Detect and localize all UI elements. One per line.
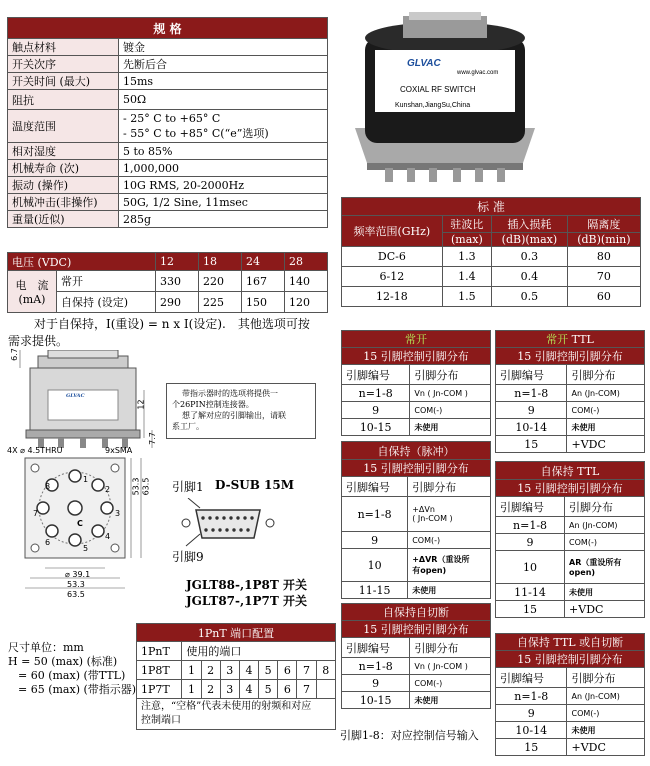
pin-table-normally-open: 常开 15 引脚控制引脚分布 引脚编号 引脚分布 n=1-8 Vn ( Jn-COM ) 9 COM(-) 10-15 未使用 xyxy=(341,330,491,436)
table-row: 12-18 1.5 0.5 60 xyxy=(342,287,641,307)
pin-table-normally-open-ttl: 常开 TTL 15 引脚控制引脚分布 引脚编号 引脚分布 n=1-8 An (Jn-COM) 9 COM(-) 10-14 未使用 15 +VDC xyxy=(495,330,645,453)
table-row: 1P8T 1 2 3 4 5 6 7 8 xyxy=(137,661,336,680)
table-row: 15 +VDC xyxy=(496,436,645,453)
pin-table-latching-ttl: 自保持 TTL 15 引脚控制引脚分布 引脚编号 引脚分布 n=1-8 An (Jn-COM) 9 COM(-) 10 AR（重设所有 open) 11-14 未使用 15 +VDC xyxy=(495,461,645,618)
dim-53-3-b: 53.3 xyxy=(67,580,85,589)
table-row: 9 COM(-) xyxy=(496,534,645,551)
table-row: 9 COM(-) xyxy=(342,402,491,419)
dim-63-5: 63.5 xyxy=(141,477,151,496)
pin-table-latching: 自保持（脉冲） 15 引脚控制引脚分布 引脚编号 引脚分布 n=1-8 +ΔVn ( Jn-COM ) 9 COM(-) 10 +ΔVR（重设所 有open) 11-15 未使用 xyxy=(341,441,491,599)
table-row: 10-15 未使用 xyxy=(342,419,491,436)
dsub-title: D-SUB 15M xyxy=(215,478,295,492)
voltage-note-1: 对于自保持，I(重设) = n x I(设定). 其他选项可按 xyxy=(34,317,310,331)
table-row: 9 COM(-) xyxy=(342,532,491,549)
dim-12: 12 xyxy=(136,399,146,410)
spec-row: 温度范围 - 25° C to +65° C - 55° C to +85° C(“e”选项) xyxy=(8,110,328,143)
dsub-connector-icon xyxy=(178,498,278,548)
top-view-drawing xyxy=(5,446,155,611)
table-row: n=1-8 An (Jn-COM) xyxy=(496,517,645,534)
indicator-note: 带指示器时的选项将提供一 个26PIN控制连接器。 想了解对应的引脚输出，请联 系工厂。 xyxy=(166,383,316,439)
spec-row: 振动 (操作) 10G RMS, 20-2000Hz xyxy=(8,177,328,194)
dsub-model-1: JGLT88-,1P8T 开关 xyxy=(186,578,308,592)
table-row: 10 AR（重设所有 open) xyxy=(496,551,645,584)
side-view-drawing xyxy=(8,350,158,450)
spec-row: 开关次序 先断后合 xyxy=(8,56,328,73)
port-label: 7 xyxy=(33,509,39,518)
spec-table xyxy=(7,17,328,228)
table-row: 9 COM(-) xyxy=(496,705,645,722)
table-row: 10-14 未使用 xyxy=(496,419,645,436)
port-center-label: C xyxy=(77,519,83,528)
table-row: n=1-8 An (Jn-COM) xyxy=(496,688,645,705)
product-name: COXIAL RF SWITCH xyxy=(400,85,476,94)
dim-holes: 4X ⌀ 4.5THRU xyxy=(7,446,63,455)
spec-row: 阻抗 50Ω xyxy=(8,90,328,110)
drawing-brand-logo: GLVAC xyxy=(66,393,85,399)
table-row: n=1-8 Vn ( Jn-COM ) xyxy=(342,385,491,402)
pin-table-latching-self-cut: 自保持自切断 15 引脚控制引脚分布 引脚编号 引脚分布 n=1-8 Vn ( Jn-COM ) 9 COM(-) 10-15 未使用 xyxy=(341,603,491,709)
table-row: 10 +ΔVR（重设所 有open) xyxy=(342,549,491,582)
dim-63-5-b: 63.5 xyxy=(67,590,85,599)
dim-6-7: 6.7 xyxy=(9,348,19,361)
brand-logo: GLVAC xyxy=(407,58,441,69)
spec-row: 开关时间 (最大) 15ms xyxy=(8,73,328,90)
port-label: 5 xyxy=(83,544,89,553)
pin-table-latching-ttl-self-cut: 自保持 TTL 或自切断 15 引脚控制引脚分布 引脚编号 引脚分布 n=1-8 An (Jn-COM) 9 COM(-) 10-14 未使用 15 +VDC xyxy=(495,633,645,756)
dsub-pin9: 引脚9 xyxy=(172,550,204,564)
spec-row: 机械寿命 (次) 1,000,000 xyxy=(8,160,328,177)
port-config-table: 1PnT 端口配置 1PnT 使用的端口 1P8T 1 2 3 4 5 6 7 8 1P7T 1 2 3 4 5 6 7 注意，“空格”代表未使用的射频和对应 控制端口 xyxy=(136,623,336,730)
product-origin: Kunshan,JiangSu,China xyxy=(395,102,471,109)
table-row: 11-14 未使用 xyxy=(496,584,645,601)
table-row: 电 流 (mA) 常开 330 220 167 140 xyxy=(8,271,328,292)
brand-website: www.glvac.com xyxy=(457,70,499,76)
table-row: n=1-8 +ΔVn ( Jn-COM ) xyxy=(342,497,491,532)
port-label: 2 xyxy=(105,485,111,494)
table-row: 9 COM(-) xyxy=(342,675,491,692)
voltage-note-2: 需求提供。 xyxy=(8,334,69,348)
dsub-pin1: 引脚1 xyxy=(172,480,204,494)
dim-7-7: 7.7 xyxy=(147,432,157,445)
port-label: 6 xyxy=(45,538,51,547)
table-row: 自保持 (设定) 290 225 150 120 xyxy=(8,292,328,313)
table-row: n=1-8 An (Jn-COM) xyxy=(496,385,645,402)
spec-row: 相对湿度 5 to 85% xyxy=(8,143,328,160)
table-row: 15 +VDC xyxy=(496,601,645,618)
table-row: 9 COM(-) xyxy=(496,402,645,419)
standard-table: 标 准 频率范围(GHz) 驻波比 插入损耗 隔离度 (max) (dB)(max) (dB)(min) DC-6 1.3 0.3 80 6-12 1.4 0.4 70 12-18 1.5 0.5 60 xyxy=(341,197,641,307)
table-row: 10-15 未使用 xyxy=(342,692,491,709)
spec-row: 机械冲击(非操作) 50G, 1/2 Sine, 11msec xyxy=(8,194,328,211)
table-row: 15 +VDC xyxy=(496,739,645,756)
port-config-title: 1PnT 端口配置 xyxy=(137,624,336,642)
port-label: 1 xyxy=(83,475,89,484)
port-label: 8 xyxy=(45,482,51,491)
standard-title: 标 准 xyxy=(342,198,641,216)
port-label: 3 xyxy=(115,509,121,518)
spec-row: 触点材料 镀金 xyxy=(8,39,328,56)
spec-row: 重量(近似) 285g xyxy=(8,211,328,228)
footer-note: 引脚1-8：对应控制信号输入 xyxy=(340,729,479,742)
dsub-model-2: JGLT87-,1P7T 开关 xyxy=(186,594,308,608)
table-row: 1PnT 使用的端口 xyxy=(137,642,336,661)
table-row: 11-15 未使用 xyxy=(342,582,491,599)
table-row: DC-6 1.3 0.3 80 xyxy=(342,247,641,267)
units-note: 尺寸单位：mm H = 50 (max) (标准) = 60 (max) (带TTL) = 65 (max) (带指示器) xyxy=(8,641,137,696)
product-photo xyxy=(345,8,545,188)
table-row: 10-14 未使用 xyxy=(496,722,645,739)
port-label: 4 xyxy=(105,532,111,541)
dim-53-3: 53.3 xyxy=(131,477,141,496)
table-row: 6-12 1.4 0.4 70 xyxy=(342,267,641,287)
dim-sma: 9xSMA xyxy=(105,446,133,455)
voltage-table: 电压 (VDC) 12 18 24 28 电 流 (mA) 常开 330 220 167 140 自保持 (设定) 290 225 150 120 xyxy=(7,252,328,313)
spec-title: 规 格 xyxy=(8,18,328,39)
table-row: 1P7T 1 2 3 4 5 6 7 xyxy=(137,680,336,699)
table-row: n=1-8 Vn ( Jn-COM ) xyxy=(342,658,491,675)
dim-39-1: ⌀ 39.1 xyxy=(65,570,91,579)
